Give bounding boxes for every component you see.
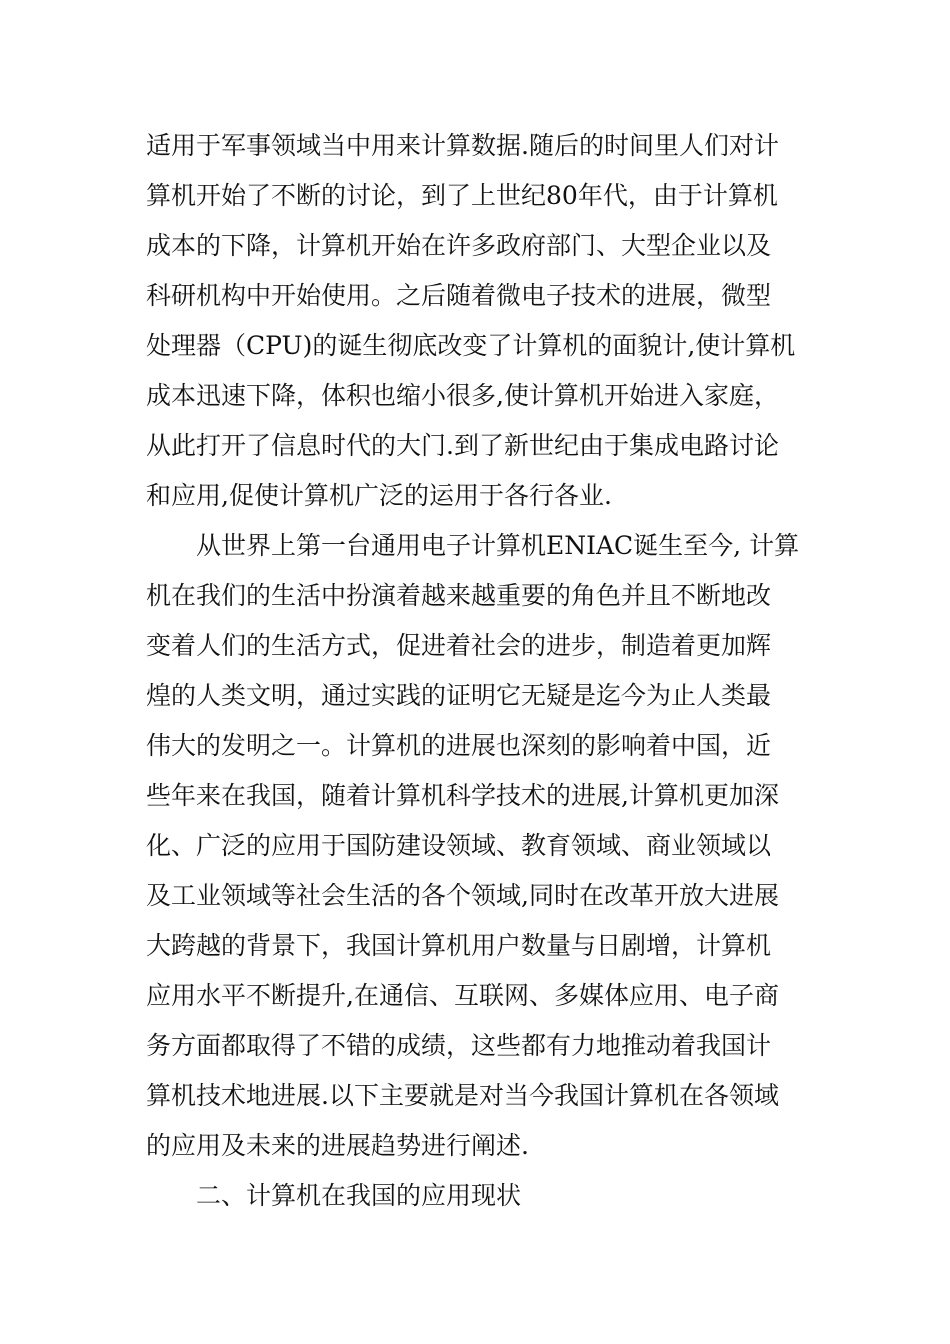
- paragraph-1-line-5: 处理器（CPU)的诞生彻底改变了计算机的面貌计,使计算机: [146, 331, 796, 360]
- paragraph-2-line-13: 的应用及未来的进展趋势进行阐述.: [146, 1131, 529, 1160]
- paragraph-1-line-8: 和应用,促使计算机广泛的运用于各行各业.: [146, 481, 612, 510]
- paragraph-1-line-3: 成本的下降，计算机开始在许多政府部门、大型企业以及: [146, 231, 772, 260]
- paragraph-1-line-7: 从此打开了信息时代的大门.到了新世纪由于集成电路讨论: [146, 431, 779, 460]
- paragraph-1-line-4: 科研机构中开始使用。之后随着微电子技术的进展，微型: [146, 281, 772, 310]
- paragraph-2-line-4: 煌的人类文明，通过实践的证明它无疑是迄今为止人类最: [146, 681, 772, 710]
- paragraph-2-line-5: 伟大的发明之一。计算机的进展也深刻的影响着中国，近: [146, 731, 772, 760]
- paragraph-2-line-7: 化、广泛的应用于国防建设领域、教育领域、商业领域以: [146, 831, 772, 860]
- paragraph-2-line-10: 应用水平不断提升,在通信、互联网、多媒体应用、电子商: [146, 981, 779, 1010]
- paragraph-1-line-2: 算机开始了不断的讨论，到了上世纪80年代，由于计算机: [146, 181, 778, 210]
- section-heading: 二、计算机在我国的应用现状: [196, 1181, 522, 1210]
- paragraph-2-line-2: 机在我们的生活中扮演着越来越重要的角色并且不断地改: [146, 581, 772, 610]
- paragraph-2-line-9: 大跨越的背景下，我国计算机用户数量与日剧增，计算机: [146, 931, 772, 960]
- paragraph-2-line-6: 些年来在我国，随着计算机科学技术的进展,计算机更加深: [146, 781, 779, 810]
- document-body: [146, 121, 814, 1221]
- paragraph-1-line-6: 成本迅速下降，体积也缩小很多,使计算机开始进入家庭，: [146, 381, 779, 410]
- paragraph-2-line-3: 变着人们的生活方式，促进着社会的进步，制造着更加辉: [146, 631, 772, 660]
- paragraph-2-line-1: 从世界上第一台通用电子计算机ENIAC诞生至今, 计算: [196, 531, 800, 560]
- paragraph-2-line-8: 及工业领域等社会生活的各个领域,同时在改革开放大进展: [146, 881, 779, 910]
- paragraph-1-line-1: 适用于军事领域当中用来计算数据.随后的时间里人们对计: [146, 131, 779, 160]
- paragraph-2-line-11: 务方面都取得了不错的成绩，这些都有力地推动着我国计: [146, 1031, 772, 1060]
- paragraph-2-line-12: 算机技术地进展.以下主要就是对当今我国计算机在各领域: [146, 1081, 779, 1110]
